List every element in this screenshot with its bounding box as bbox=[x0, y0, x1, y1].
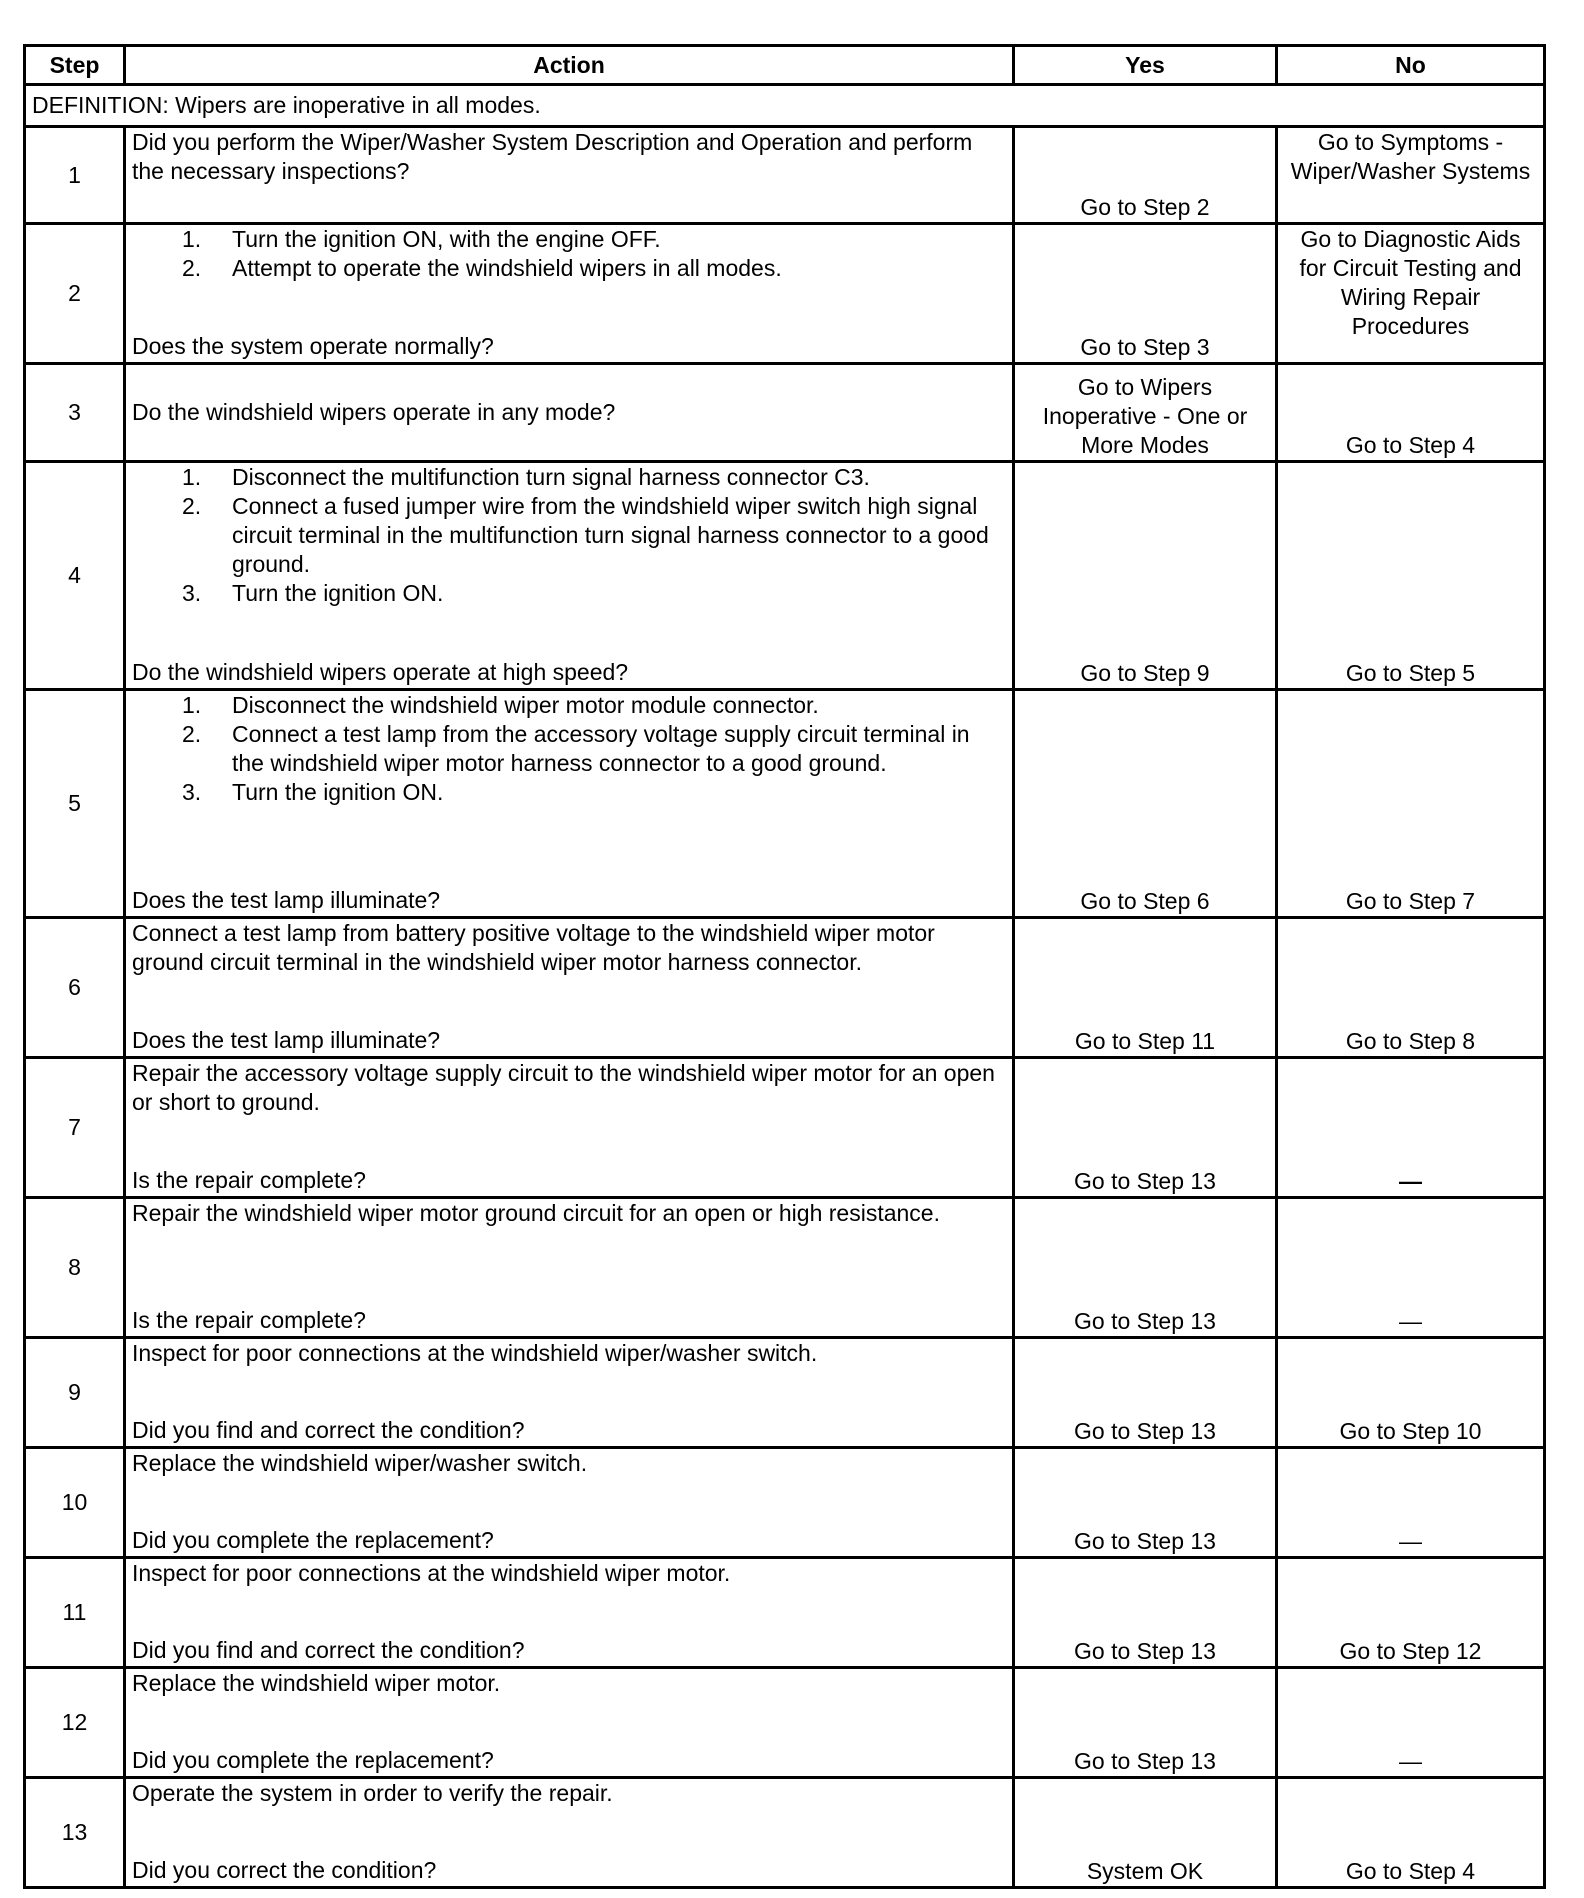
yes-outcome: System OK bbox=[1014, 1778, 1277, 1888]
table-row bbox=[25, 690, 1545, 918]
table-row bbox=[25, 127, 1545, 224]
action-top bbox=[132, 1449, 1006, 1478]
list-item-text: Turn the ignition ON. bbox=[232, 580, 444, 606]
action-cell bbox=[125, 1778, 1014, 1888]
list-item-text: Disconnect the windshield wiper motor module connector. bbox=[232, 692, 819, 718]
action-content bbox=[132, 128, 1006, 221]
list-item bbox=[182, 720, 1006, 778]
list-item-number: 3. bbox=[182, 779, 202, 805]
step-number: 11 bbox=[25, 1558, 125, 1668]
list-item-number: 2. bbox=[182, 255, 202, 281]
action-content bbox=[132, 365, 1006, 459]
table-row bbox=[25, 1058, 1545, 1198]
action-content bbox=[132, 225, 1006, 361]
no-outcome: Go to Step 7 bbox=[1277, 690, 1545, 918]
action-cell bbox=[125, 462, 1014, 690]
step-number: 5 bbox=[25, 690, 125, 918]
table-row bbox=[25, 224, 1545, 364]
yes-outcome: Go to Step 3 bbox=[1014, 224, 1277, 364]
action-content bbox=[132, 919, 1006, 1055]
action-steps-list bbox=[132, 225, 1006, 283]
action-question: Does the test lamp illuminate? bbox=[132, 887, 441, 913]
action-text: Repair the accessory voltage supply circuit to the windshield wiper motor for an open or short to ground. bbox=[132, 1060, 995, 1115]
list-item bbox=[182, 691, 1006, 720]
action-steps-list bbox=[132, 691, 1006, 807]
list-item-text: Turn the ignition ON. bbox=[232, 779, 444, 805]
yes-outcome: Go to Wipers Inoperative - One or More Modes bbox=[1014, 364, 1277, 462]
list-item-text: Connect a test lamp from the accessory voltage supply circuit terminal in the windshield wiper motor harness connector to a good ground. bbox=[232, 721, 970, 776]
action-text: Replace the windshield wiper motor. bbox=[132, 1670, 501, 1696]
action-cell bbox=[125, 127, 1014, 224]
action-content bbox=[132, 1669, 1006, 1775]
table-row bbox=[25, 918, 1545, 1058]
table-row bbox=[25, 364, 1545, 462]
yes-outcome: Go to Step 13 bbox=[1014, 1448, 1277, 1558]
action-cell bbox=[125, 1058, 1014, 1198]
action-text: Inspect for poor connections at the windshield wiper/washer switch. bbox=[132, 1340, 818, 1366]
step-number: 4 bbox=[25, 462, 125, 690]
list-item-number: 3. bbox=[182, 580, 202, 606]
action-cell bbox=[125, 1448, 1014, 1558]
table-row bbox=[25, 1448, 1545, 1558]
action-top bbox=[132, 1779, 1006, 1808]
yes-outcome: Go to Step 13 bbox=[1014, 1198, 1277, 1338]
no-outcome: — bbox=[1277, 1668, 1545, 1778]
step-number: 12 bbox=[25, 1668, 125, 1778]
action-text: Repair the windshield wiper motor ground circuit for an open or high resistance. bbox=[132, 1200, 940, 1226]
action-top bbox=[132, 1059, 1006, 1117]
action-question: Does the system operate normally? bbox=[132, 333, 494, 359]
table-row bbox=[25, 462, 1545, 690]
action-top bbox=[132, 128, 1006, 186]
action-cell bbox=[125, 690, 1014, 918]
header-step: Step bbox=[25, 46, 125, 85]
step-number: 7 bbox=[25, 1058, 125, 1198]
action-content bbox=[132, 1339, 1006, 1445]
no-outcome: — bbox=[1277, 1448, 1545, 1558]
action-content bbox=[132, 1449, 1006, 1555]
yes-outcome: Go to Step 13 bbox=[1014, 1058, 1277, 1198]
no-outcome: Go to Step 12 bbox=[1277, 1558, 1545, 1668]
yes-outcome: Go to Step 11 bbox=[1014, 918, 1277, 1058]
action-question: Is the repair complete? bbox=[132, 1307, 366, 1333]
action-text: Inspect for poor connections at the windshield wiper motor. bbox=[132, 1560, 731, 1586]
list-item bbox=[182, 579, 1006, 608]
step-number: 13 bbox=[25, 1778, 125, 1888]
yes-outcome: Go to Step 13 bbox=[1014, 1668, 1277, 1778]
action-top bbox=[132, 919, 1006, 977]
step-number: 1 bbox=[25, 127, 125, 224]
action-content bbox=[132, 691, 1006, 915]
action-text: Replace the windshield wiper/washer switch. bbox=[132, 1450, 588, 1476]
list-item bbox=[182, 225, 1006, 254]
table-row bbox=[25, 1778, 1545, 1888]
step-number: 3 bbox=[25, 364, 125, 462]
action-question: Does the test lamp illuminate? bbox=[132, 1027, 441, 1053]
action-cell bbox=[125, 364, 1014, 462]
action-steps-list bbox=[132, 463, 1006, 608]
action-cell bbox=[125, 918, 1014, 1058]
action-content bbox=[132, 1199, 1006, 1335]
action-text: Did you perform the Wiper/Washer System Description and Operation and perform the necessary inspections? bbox=[132, 129, 973, 184]
list-item-text: Attempt to operate the windshield wipers in all modes. bbox=[232, 255, 782, 281]
action-top bbox=[132, 691, 1006, 807]
yes-outcome: Go to Step 13 bbox=[1014, 1338, 1277, 1448]
step-number: 2 bbox=[25, 224, 125, 364]
action-question: Did you find and correct the condition? bbox=[132, 1637, 525, 1663]
no-outcome: — bbox=[1277, 1058, 1545, 1198]
list-item-text: Turn the ignition ON, with the engine OFF. bbox=[232, 226, 661, 252]
definition-row bbox=[25, 85, 1545, 127]
action-top bbox=[132, 1559, 1006, 1588]
no-outcome: Go to Symptoms - Wiper/Washer Systems bbox=[1277, 127, 1545, 224]
step-number: 8 bbox=[25, 1198, 125, 1338]
list-item-text: Connect a fused jumper wire from the windshield wiper switch high signal circuit terminal in the multifunction turn signal harness connector to a good ground. bbox=[232, 493, 989, 577]
action-content bbox=[132, 463, 1006, 687]
action-top bbox=[132, 1199, 1006, 1228]
action-cell bbox=[125, 224, 1014, 364]
action-question: Did you complete the replacement? bbox=[132, 1527, 494, 1553]
list-item bbox=[182, 492, 1006, 579]
header-row bbox=[25, 46, 1545, 85]
list-item bbox=[182, 463, 1006, 492]
no-outcome: Go to Step 10 bbox=[1277, 1338, 1545, 1448]
action-cell bbox=[125, 1558, 1014, 1668]
step-number: 10 bbox=[25, 1448, 125, 1558]
no-outcome: — bbox=[1277, 1198, 1545, 1338]
action-content bbox=[132, 1559, 1006, 1665]
table-row bbox=[25, 1558, 1545, 1668]
diagnostic-table bbox=[23, 44, 1546, 1889]
yes-outcome: Go to Step 6 bbox=[1014, 690, 1277, 918]
action-text: Operate the system in order to verify the repair. bbox=[132, 1780, 613, 1806]
definition-text: DEFINITION: Wipers are inoperative in all modes. bbox=[25, 85, 1545, 127]
action-question: Did you correct the condition? bbox=[132, 1857, 437, 1883]
table-row bbox=[25, 1668, 1545, 1778]
list-item-number: 1. bbox=[182, 692, 202, 718]
header-yes: Yes bbox=[1014, 46, 1277, 85]
list-item bbox=[182, 778, 1006, 807]
action-top bbox=[132, 463, 1006, 608]
action-top bbox=[132, 1339, 1006, 1368]
action-cell bbox=[125, 1198, 1014, 1338]
no-outcome: Go to Step 8 bbox=[1277, 918, 1545, 1058]
no-outcome: Go to Diagnostic Aids for Circuit Testing and Wiring Repair Procedures bbox=[1277, 224, 1545, 364]
action-content bbox=[132, 1779, 1006, 1885]
list-item-number: 2. bbox=[182, 721, 202, 747]
list-item-number: 1. bbox=[182, 464, 202, 490]
yes-outcome: Go to Step 13 bbox=[1014, 1558, 1277, 1668]
yes-outcome: Go to Step 9 bbox=[1014, 462, 1277, 690]
action-top bbox=[132, 1669, 1006, 1698]
step-number: 9 bbox=[25, 1338, 125, 1448]
no-outcome: Go to Step 4 bbox=[1277, 364, 1545, 462]
action-question: Did you complete the replacement? bbox=[132, 1747, 494, 1773]
action-cell bbox=[125, 1338, 1014, 1448]
yes-outcome: Go to Step 2 bbox=[1014, 127, 1277, 224]
step-number: 6 bbox=[25, 918, 125, 1058]
action-question: Do the windshield wipers operate in any mode? bbox=[132, 398, 616, 425]
no-outcome: Go to Step 5 bbox=[1277, 462, 1545, 690]
action-question: Is the repair complete? bbox=[132, 1167, 366, 1193]
header-action: Action bbox=[125, 46, 1014, 85]
no-outcome: Go to Step 4 bbox=[1277, 1778, 1545, 1888]
action-cell bbox=[125, 1668, 1014, 1778]
action-text: Connect a test lamp from battery positive voltage to the windshield wiper motor ground circuit terminal in the windshield wiper motor harness connector. bbox=[132, 920, 935, 975]
action-content bbox=[132, 1059, 1006, 1195]
action-question: Did you find and correct the condition? bbox=[132, 1417, 525, 1443]
table-row bbox=[25, 1198, 1545, 1338]
list-item-number: 2. bbox=[182, 493, 202, 519]
list-item-text: Disconnect the multifunction turn signal harness connector C3. bbox=[232, 464, 870, 490]
list-item bbox=[182, 254, 1006, 283]
action-question: Do the windshield wipers operate at high speed? bbox=[132, 659, 629, 685]
action-top bbox=[132, 225, 1006, 283]
header-no: No bbox=[1277, 46, 1545, 85]
table-row bbox=[25, 1338, 1545, 1448]
list-item-number: 1. bbox=[182, 226, 202, 252]
